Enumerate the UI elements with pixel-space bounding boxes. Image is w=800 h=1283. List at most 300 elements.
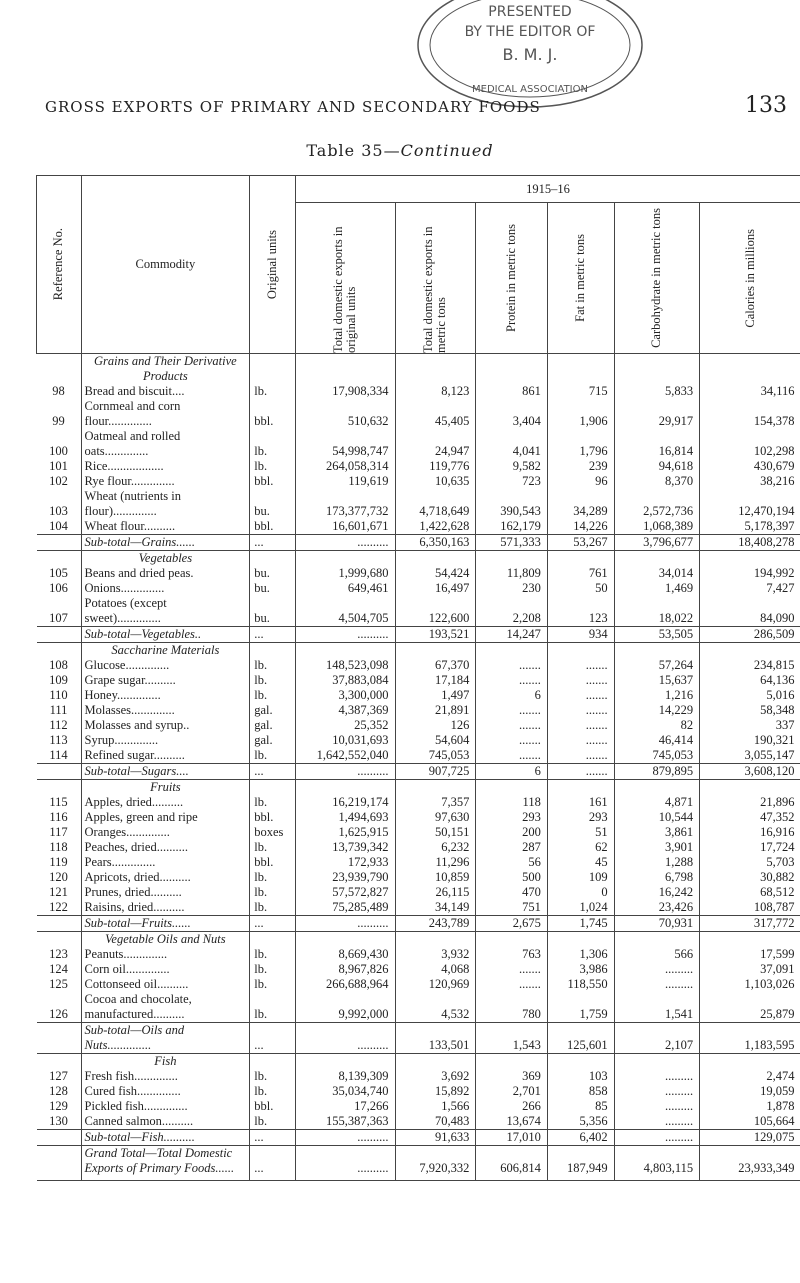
commodity-name: Pickled fish..............	[81, 1099, 250, 1114]
section-heading: Saccharine Materials	[81, 643, 250, 659]
col-protein: Protein in metric tons	[476, 203, 547, 354]
original-unit: lb.	[250, 1114, 296, 1130]
original-unit: gal.	[250, 718, 296, 733]
cal-value: 2,474	[766, 1069, 795, 1083]
ref-cell	[37, 354, 82, 385]
orig-cell	[295, 780, 395, 796]
cal-value: 337	[775, 718, 795, 732]
orig-value: 16,219,174	[295, 795, 395, 810]
orig-value: 1,494,693	[295, 810, 395, 825]
metric-value: 120,969	[395, 977, 476, 992]
metric-value: 67,370	[395, 658, 476, 673]
table-row	[37, 810, 800, 825]
cal-value: 34,116	[760, 384, 795, 398]
table-row	[37, 885, 800, 900]
original-unit: lb.	[250, 658, 296, 673]
reference-number: 112	[37, 718, 82, 733]
protein-value: 293	[476, 810, 547, 825]
ref-cell	[37, 551, 82, 567]
fat-value: .......	[547, 748, 614, 764]
grand-total-row	[37, 1146, 800, 1177]
cal-value: 58,348	[760, 703, 795, 717]
reference-number: 114	[37, 748, 82, 764]
reference-number: 122	[37, 900, 82, 916]
carb-value: 1,288	[614, 855, 700, 870]
commodity-name: Fresh fish..............	[81, 1069, 250, 1084]
metric-value: 70,483	[395, 1114, 476, 1130]
metric-value: 10,635	[395, 474, 476, 489]
table-row	[37, 992, 800, 1023]
subtotal-protein: 17,010	[476, 1130, 547, 1146]
subtotal-orig: ..........	[295, 1130, 395, 1146]
orig-value: 57,572,827	[295, 885, 395, 900]
reference-number: 124	[37, 962, 82, 977]
fat-value: 1,906	[547, 399, 614, 429]
subtotal-fat: 125,601	[547, 1023, 614, 1054]
fat-value: .......	[547, 703, 614, 718]
commodity-name: Wheat (nutrients in flour)..............	[81, 489, 250, 519]
subtotal-orig: ..........	[295, 1023, 395, 1054]
metric-value: 10,859	[395, 870, 476, 885]
metric-value: 45,405	[395, 399, 476, 429]
metric-cell	[395, 1054, 476, 1070]
protein-value: 390,543	[476, 489, 547, 519]
original-unit: lb.	[250, 1069, 296, 1084]
original-unit: lb.	[250, 673, 296, 688]
grand-total-unit: ...	[250, 1146, 296, 1177]
cal-value: 21,896	[760, 795, 795, 809]
commodity-name: Cornmeal and corn flour..............	[81, 399, 250, 429]
carb-value: 14,229	[614, 703, 700, 718]
ref-cell	[37, 1146, 82, 1177]
cal-cell	[700, 932, 800, 948]
unit-cell	[250, 932, 296, 948]
original-unit: bbl.	[250, 474, 296, 489]
table-row	[37, 429, 800, 459]
protein-value: 3,404	[476, 399, 547, 429]
subtotal-metric: 133,501	[395, 1023, 476, 1054]
table-row	[37, 489, 800, 519]
col-units: Original units	[250, 176, 296, 354]
carb-value: 29,917	[614, 399, 700, 429]
subtotal-label: Sub-total—Sugars....	[81, 764, 250, 780]
grand-total-label: Grand Total—Total Domestic Exports of Primary Foods......	[81, 1146, 250, 1177]
ref-cell	[37, 1054, 82, 1070]
carb-cell	[614, 932, 700, 948]
orig-cell	[295, 1054, 395, 1070]
commodity-name: Bread and biscuit....	[81, 384, 250, 399]
ref-cell	[37, 643, 82, 659]
subtotal-fat: 6,402	[547, 1130, 614, 1146]
col-year: 1915–16	[295, 176, 800, 203]
table-row	[37, 748, 800, 764]
subtotal-unit: ...	[250, 627, 296, 643]
fat-value: 96	[547, 474, 614, 489]
orig-value: 8,139,309	[295, 1069, 395, 1084]
commodity-name: Syrup..............	[81, 733, 250, 748]
orig-value: 35,034,740	[295, 1084, 395, 1099]
subtotal-protein: 14,247	[476, 627, 547, 643]
carb-value: 3,901	[614, 840, 700, 855]
fat-cell	[547, 780, 614, 796]
subtotal-unit: ...	[250, 1130, 296, 1146]
subtotal-orig: ..........	[295, 535, 395, 551]
protein-value: 13,674	[476, 1114, 547, 1130]
carb-value: 46,414	[614, 733, 700, 748]
col-commodity: Commodity	[81, 176, 250, 354]
commodity-name: Canned salmon..........	[81, 1114, 250, 1130]
protein-value: 369	[476, 1069, 547, 1084]
unit-cell	[250, 1054, 296, 1070]
fat-value: 1,024	[547, 900, 614, 916]
orig-cell	[295, 932, 395, 948]
protein-value: 2,208	[476, 596, 547, 627]
orig-value: 9,992,000	[295, 992, 395, 1023]
fat-value: 1,759	[547, 992, 614, 1023]
reference-number: 128	[37, 1084, 82, 1099]
table-row	[37, 703, 800, 718]
subtotal-metric: 907,725	[395, 764, 476, 780]
subtotal-carb: 2,107	[614, 1023, 700, 1054]
carb-value: .........	[614, 1084, 700, 1099]
table-row	[37, 947, 800, 962]
reference-number: 98	[37, 384, 82, 399]
original-unit: bbl.	[250, 810, 296, 825]
original-unit: gal.	[250, 703, 296, 718]
unit-cell	[250, 643, 296, 659]
protein-value: 118	[476, 795, 547, 810]
table-row	[37, 581, 800, 596]
cal-value: 430,679	[753, 459, 795, 473]
table-bottom-rule	[37, 1176, 800, 1181]
cal-value: 64,136	[760, 673, 795, 687]
commodity-name: Molasses and syrup..	[81, 718, 250, 733]
protein-value: 2,701	[476, 1084, 547, 1099]
fat-value: 1,796	[547, 429, 614, 459]
reference-number: 129	[37, 1099, 82, 1114]
fat-value: 45	[547, 855, 614, 870]
unit-cell	[250, 354, 296, 385]
carb-value: .........	[614, 1099, 700, 1114]
protein-value: 11,809	[476, 566, 547, 581]
original-unit: lb.	[250, 840, 296, 855]
carb-cell	[614, 551, 700, 567]
subtotal-carb: 879,895	[614, 764, 700, 780]
orig-value: 649,461	[295, 581, 395, 596]
cal-value: 17,724	[760, 840, 795, 854]
subtotal-carb: 3,796,677	[614, 535, 700, 551]
metric-value: 15,892	[395, 1084, 476, 1099]
original-unit: lb.	[250, 962, 296, 977]
fat-value: 0	[547, 885, 614, 900]
orig-value: 173,377,732	[295, 489, 395, 519]
protein-cell	[476, 932, 547, 948]
subtotal-label: Sub-total—Fruits......	[81, 916, 250, 932]
reference-number: 125	[37, 977, 82, 992]
protein-value: 4,041	[476, 429, 547, 459]
metric-value: 17,184	[395, 673, 476, 688]
fat-value: 715	[547, 384, 614, 399]
cal-value: 1,103,026	[744, 977, 795, 991]
grand-total-protein: 606,814	[476, 1146, 547, 1177]
table-row	[37, 399, 800, 429]
fat-value: 118,550	[547, 977, 614, 992]
fat-cell	[547, 643, 614, 659]
cal-value: 3,055,147	[744, 748, 795, 762]
table-row	[37, 900, 800, 916]
carb-value: 15,637	[614, 673, 700, 688]
carb-value: 16,242	[614, 885, 700, 900]
subtotal-protein: 2,675	[476, 916, 547, 932]
commodity-name: Grape sugar..........	[81, 673, 250, 688]
carb-value: .........	[614, 962, 700, 977]
commodity-name: Honey..............	[81, 688, 250, 703]
protein-value: 266	[476, 1099, 547, 1114]
metric-value: 6,232	[395, 840, 476, 855]
metric-value: 119,776	[395, 459, 476, 474]
commodity-name: Rye flour..............	[81, 474, 250, 489]
cal-cell	[700, 1054, 800, 1070]
subtotal-fat: 53,267	[547, 535, 614, 551]
ref-cell	[37, 535, 82, 551]
ref-cell	[37, 1023, 82, 1054]
reference-number: 99	[37, 399, 82, 429]
metric-value: 126	[395, 718, 476, 733]
reference-number: 103	[37, 489, 82, 519]
subtotal-orig: ..........	[295, 764, 395, 780]
original-unit: lb.	[250, 992, 296, 1023]
cal-value: 47,352	[760, 810, 795, 824]
grand-total-metric: 7,920,332	[395, 1146, 476, 1177]
ref-cell	[37, 932, 82, 948]
col-calories: Calories in millions	[700, 203, 800, 354]
cal-value: 68,512	[760, 885, 795, 899]
reference-number: 120	[37, 870, 82, 885]
carb-value: 10,544	[614, 810, 700, 825]
orig-cell	[295, 354, 395, 385]
metric-value: 1,497	[395, 688, 476, 703]
orig-value: 16,601,671	[295, 519, 395, 535]
subtotal-protein: 6	[476, 764, 547, 780]
subtotal-protein: 1,543	[476, 1023, 547, 1054]
metric-value: 4,718,649	[395, 489, 476, 519]
orig-value: 3,300,000	[295, 688, 395, 703]
table-row	[37, 1084, 800, 1099]
subtotal-orig: ..........	[295, 627, 395, 643]
section-heading-row	[37, 780, 800, 796]
carb-cell	[614, 354, 700, 385]
reference-number: 104	[37, 519, 82, 535]
carb-value: 8,370	[614, 474, 700, 489]
original-unit: bu.	[250, 581, 296, 596]
cal-value: 17,599	[760, 947, 795, 961]
reference-number: 108	[37, 658, 82, 673]
subtotal-fat: 1,745	[547, 916, 614, 932]
ref-cell	[37, 916, 82, 932]
orig-value: 37,883,084	[295, 673, 395, 688]
metric-value: 11,296	[395, 855, 476, 870]
cal-value: 5,178,397	[744, 519, 795, 533]
protein-value: .......	[476, 748, 547, 764]
protein-value: 861	[476, 384, 547, 399]
section-heading-row	[37, 932, 800, 948]
fat-cell	[547, 551, 614, 567]
metric-cell	[395, 354, 476, 385]
reference-number: 116	[37, 810, 82, 825]
orig-value: 1,999,680	[295, 566, 395, 581]
orig-value: 10,031,693	[295, 733, 395, 748]
metric-cell	[395, 932, 476, 948]
cal-cell	[700, 780, 800, 796]
subtotal-carb: .........	[614, 1130, 700, 1146]
orig-value: 8,967,826	[295, 962, 395, 977]
table-row	[37, 596, 800, 627]
commodity-name: Prunes, dried..........	[81, 885, 250, 900]
commodity-name: Oatmeal and rolled oats..............	[81, 429, 250, 459]
protein-value: 56	[476, 855, 547, 870]
reference-number: 118	[37, 840, 82, 855]
table-title-italic: Continued	[400, 141, 494, 160]
orig-value: 23,939,790	[295, 870, 395, 885]
grand-total-carb: 4,803,115	[614, 1146, 700, 1177]
col-fat: Fat in metric tons	[547, 203, 614, 354]
grand-total-cal: 23,933,349	[738, 1161, 795, 1175]
fat-value: 34,289	[547, 489, 614, 519]
table-row	[37, 825, 800, 840]
fat-value: .......	[547, 673, 614, 688]
subtotal-fat: .......	[547, 764, 614, 780]
table-row	[37, 1099, 800, 1114]
subtotal-row	[37, 627, 800, 643]
unit-cell	[250, 551, 296, 567]
table-row	[37, 962, 800, 977]
metric-value: 24,947	[395, 429, 476, 459]
carb-cell	[614, 643, 700, 659]
table-row	[37, 855, 800, 870]
metric-value: 21,891	[395, 703, 476, 718]
reference-number: 127	[37, 1069, 82, 1084]
protein-value: 287	[476, 840, 547, 855]
original-unit: bu.	[250, 566, 296, 581]
protein-value: 723	[476, 474, 547, 489]
fat-value: 858	[547, 1084, 614, 1099]
orig-value: 4,387,369	[295, 703, 395, 718]
subtotal-label: Sub-total—Vegetables..	[81, 627, 250, 643]
reference-number: 107	[37, 596, 82, 627]
orig-cell	[295, 551, 395, 567]
metric-value: 26,115	[395, 885, 476, 900]
metric-value: 50,151	[395, 825, 476, 840]
protein-value: 751	[476, 900, 547, 916]
protein-value: 9,582	[476, 459, 547, 474]
cal-value: 105,664	[753, 1114, 795, 1128]
table-row	[37, 870, 800, 885]
carb-value: 1,541	[614, 992, 700, 1023]
fat-value: 761	[547, 566, 614, 581]
commodity-name: Oranges..............	[81, 825, 250, 840]
original-unit: lb.	[250, 977, 296, 992]
table-row	[37, 673, 800, 688]
commodity-name: Onions..............	[81, 581, 250, 596]
subtotal-cal: 286,509	[700, 627, 800, 643]
carb-value: 1,469	[614, 581, 700, 596]
protein-value: .......	[476, 718, 547, 733]
cal-value: 102,298	[753, 444, 795, 458]
metric-value: 4,532	[395, 992, 476, 1023]
protein-value: 200	[476, 825, 547, 840]
grand-total-fat: 187,949	[547, 1146, 614, 1177]
metric-cell	[395, 551, 476, 567]
orig-value: 4,504,705	[295, 596, 395, 627]
carb-value: .........	[614, 977, 700, 992]
cal-value: 190,321	[753, 733, 795, 747]
orig-value: 119,619	[295, 474, 395, 489]
protein-value: 763	[476, 947, 547, 962]
subtotal-unit: ...	[250, 916, 296, 932]
cal-value: 16,916	[760, 825, 795, 839]
orig-value: 266,688,964	[295, 977, 395, 992]
subtotal-label: Sub-total—Grains......	[81, 535, 250, 551]
carb-value: 6,798	[614, 870, 700, 885]
fat-value: 123	[547, 596, 614, 627]
carb-value: 5,833	[614, 384, 700, 399]
cal-value: 7,427	[766, 581, 795, 595]
ref-cell	[37, 780, 82, 796]
cal-value: 84,090	[760, 611, 795, 625]
original-unit: lb.	[250, 947, 296, 962]
reference-number: 121	[37, 885, 82, 900]
metric-value: 3,692	[395, 1069, 476, 1084]
protein-value: .......	[476, 733, 547, 748]
protein-value: .......	[476, 673, 547, 688]
stamp-line-4: MEDICAL ASSOCIATION	[472, 84, 588, 95]
carb-value: 16,814	[614, 429, 700, 459]
carb-value: .........	[614, 1069, 700, 1084]
fat-value: 62	[547, 840, 614, 855]
fat-cell	[547, 354, 614, 385]
metric-value: 16,497	[395, 581, 476, 596]
protein-cell	[476, 1054, 547, 1070]
metric-cell	[395, 643, 476, 659]
carb-cell	[614, 780, 700, 796]
orig-value: 148,523,098	[295, 658, 395, 673]
carb-value: 2,572,736	[614, 489, 700, 519]
carb-value: 1,216	[614, 688, 700, 703]
section-heading-row	[37, 551, 800, 567]
carb-value: 4,871	[614, 795, 700, 810]
orig-value: 1,642,552,040	[295, 748, 395, 764]
metric-value: 1,422,628	[395, 519, 476, 535]
col-reference: Reference No.	[37, 176, 82, 354]
metric-value: 34,149	[395, 900, 476, 916]
carb-value: 3,861	[614, 825, 700, 840]
orig-value: 13,739,342	[295, 840, 395, 855]
table-row	[37, 1069, 800, 1084]
cal-value: 5,703	[766, 855, 795, 869]
original-unit: lb.	[250, 795, 296, 810]
subtotal-cal: 317,772	[700, 916, 800, 932]
reference-number: 110	[37, 688, 82, 703]
cal-cell	[700, 643, 800, 659]
commodity-name: Glucose..............	[81, 658, 250, 673]
carb-value: 18,022	[614, 596, 700, 627]
metric-value: 54,424	[395, 566, 476, 581]
cal-cell	[700, 551, 800, 567]
fat-value: 103	[547, 1069, 614, 1084]
cal-cell	[700, 354, 800, 385]
reference-number: 109	[37, 673, 82, 688]
fat-cell	[547, 932, 614, 948]
